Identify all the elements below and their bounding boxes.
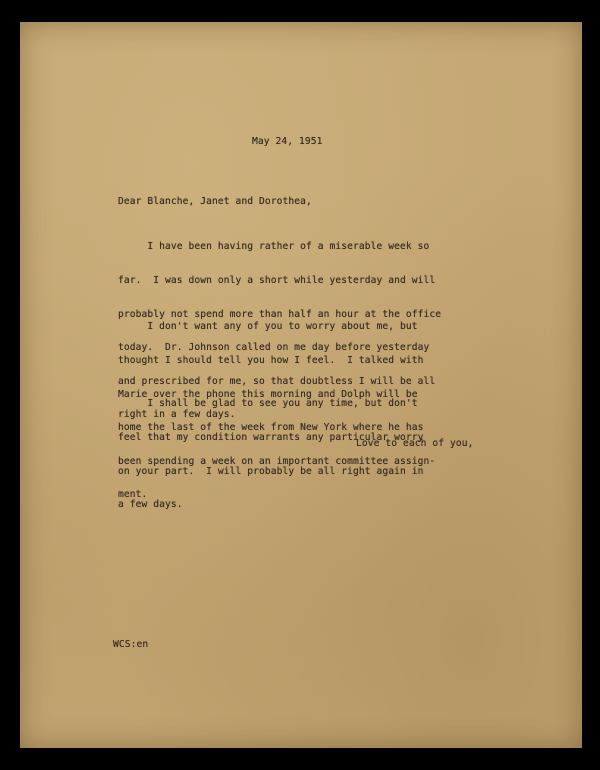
paragraph-line: far. I was down only a short while yesterday and will bbox=[118, 275, 436, 287]
letter-closing: Love to each of you, bbox=[356, 438, 474, 449]
paragraph-line: today. Dr. Johnson called on me day before yesterday bbox=[118, 342, 430, 354]
paragraph-line: on your part. I will probably be all right again in bbox=[118, 465, 424, 477]
paragraph-line: ment. bbox=[118, 489, 148, 501]
letter-salutation: Dear Blanche, Janet and Dorothea, bbox=[118, 196, 312, 207]
paragraph-line: thought I should tell you how I feel. I talked with bbox=[118, 355, 424, 367]
letter-page bbox=[20, 22, 582, 748]
paragraph-line: I have been having rather of a miserable week so bbox=[118, 241, 430, 253]
paragraph-line: I don't want any of you to worry about me, but bbox=[118, 321, 418, 333]
paragraph-line: I shall be glad to see you any time, but don't bbox=[118, 398, 418, 410]
paragraph-line: Marie over the phone this morning and Dolph will be bbox=[118, 388, 418, 400]
paragraph-line: probably not spend more than half an hour at the office bbox=[118, 308, 442, 320]
paragraph-line: and prescribed for me, so that doubtless I will be all bbox=[118, 375, 436, 387]
paragraph-line: a few days. bbox=[118, 499, 183, 511]
paragraph-line: feel that my condition warrants any particular worry bbox=[118, 432, 424, 444]
paragraph-line: right in a few days. bbox=[118, 409, 236, 421]
letter-paragraph-3 bbox=[118, 376, 424, 533]
paragraph-line: been spending a week on an important committee assign- bbox=[118, 455, 436, 467]
letter-date: May 24, 1951 bbox=[252, 136, 323, 147]
paragraph-line: home the last of the week from New York where he has bbox=[118, 422, 424, 434]
letter-initials: WCS:en bbox=[113, 639, 149, 650]
